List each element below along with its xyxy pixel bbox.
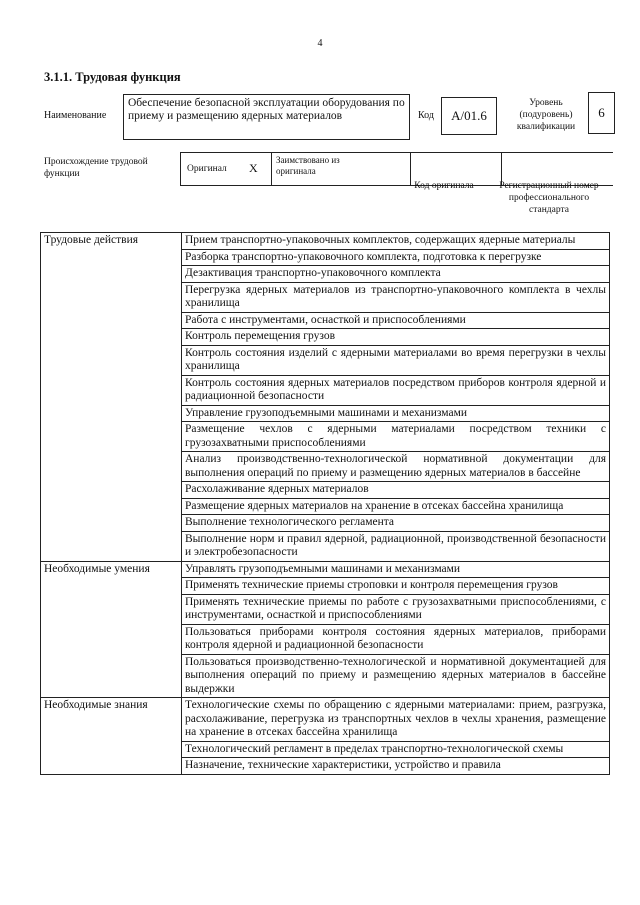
borrowed-label: Заимствовано из оригинала — [276, 155, 340, 176]
table-cell-item: Размещение ядерных материалов на хранение в отсеках бассейна хранилища — [182, 498, 610, 515]
table-row — [41, 561, 610, 578]
level-value-box — [588, 92, 615, 134]
table-cell-item: Контроль состояния ядерных материалов посредством приборов контроля ядерной и радиационной безопасности — [182, 375, 610, 405]
table-cell-item: Пользоваться приборами контроля состояния ядерных материалов, приборами контроля ядерной и радиационной безопасности — [182, 624, 610, 654]
table-cell-item: Работа с инструментами, оснасткой и приспособлениями — [182, 312, 610, 329]
level-label: Уровень (подуровень) квалификации — [516, 98, 576, 132]
table-cell-item: Контроль состояния изделий с ядерными материалами во время перегрузки в чехлы хранилища — [182, 345, 610, 375]
section-title: 3.1.1. Трудовая функция — [44, 70, 181, 84]
name-value-box — [123, 94, 410, 140]
table-cell-item: Применять технические приемы по работе с грузозахватными приспособлениями, с инструментами, оснасткой и приспособлениями — [182, 594, 610, 624]
reg-number-label: Регистрационный номер профессионального стандарта — [499, 181, 599, 215]
origin-label: Происхождение трудовой функции — [44, 157, 148, 179]
section-title-cell: Необходимые умения — [41, 561, 182, 698]
code-value: A/01.6 — [451, 108, 487, 123]
table-cell-item: Прием транспортно-упаковочных комплектов, содержащих ядерные материалы — [182, 233, 610, 250]
table-cell-item: Размещение чехлов с ядерными материалами посредством техники с грузозахватными приспособлениями — [182, 422, 610, 452]
code-label: Код — [418, 110, 434, 121]
function-table — [40, 232, 610, 775]
name-label: Наименование — [44, 110, 107, 121]
table-cell-item: Контроль перемещения грузов — [182, 329, 610, 346]
table-cell-item: Выполнение технологического регламента — [182, 515, 610, 532]
table-row — [41, 698, 610, 742]
section-title-cell: Трудовые действия — [41, 233, 182, 562]
table-row — [41, 233, 610, 250]
table-cell-item: Управлять грузоподъемными машинами и механизмами — [182, 561, 610, 578]
table-cell-item: Перегрузка ядерных материалов из транспортно-упаковочного комплекта в чехлы хранилища — [182, 282, 610, 312]
table-cell-item: Технологический регламент в пределах транспортно-технологической схемы — [182, 741, 610, 758]
original-cell — [180, 153, 272, 185]
table-cell-item: Управление грузоподъемными машинами и механизмами — [182, 405, 610, 422]
code-original-label: Код оригинала — [414, 181, 474, 191]
table-cell-item: Анализ производственно-технологической нормативной документации для выполнения операций по приему и размещению ядерных материалов в бассейне — [182, 452, 610, 482]
page-number: 4 — [317, 38, 323, 49]
table-cell-item: Выполнение норм и правил ядерной, радиационной, производственной безопасности и электробезопасности — [182, 531, 610, 561]
table-cell-item: Дезактивация транспортно-упаковочного комплекта — [182, 266, 610, 283]
table-cell-item: Разборка транспортно-упаковочного комплекта, подготовка к перегрузке — [182, 249, 610, 266]
table-cell-item: Технологические схемы по обращению с ядерными материалами: прием, разгрузка, расхолаживание, перегрузка из транспортных чехлов в чехлы хранения, размещение на хранение в отсеках бассейна хранилища — [182, 698, 610, 742]
table-cell-item: Расхолаживание ядерных материалов — [182, 482, 610, 499]
original-mark: X — [249, 161, 258, 175]
original-label: Оригинал — [187, 164, 227, 174]
name-value: Обеспечение безопасной эксплуатации оборудования по приему и размещению ядерных материалов — [128, 97, 405, 122]
section-title-cell: Необходимые знания — [41, 698, 182, 775]
table-cell-item: Пользоваться производственно-технологической и нормативной документацией для выполнения операций по приему и размещению ядерных материалов в бассейне выдержки — [182, 654, 610, 698]
level-value: 6 — [598, 105, 605, 120]
code-value-box — [441, 97, 497, 135]
table-cell-item: Применять технические приемы строповки и контроля перемещения грузов — [182, 578, 610, 595]
table-cell-item: Назначение, технические характеристики, устройство и правила — [182, 758, 610, 775]
